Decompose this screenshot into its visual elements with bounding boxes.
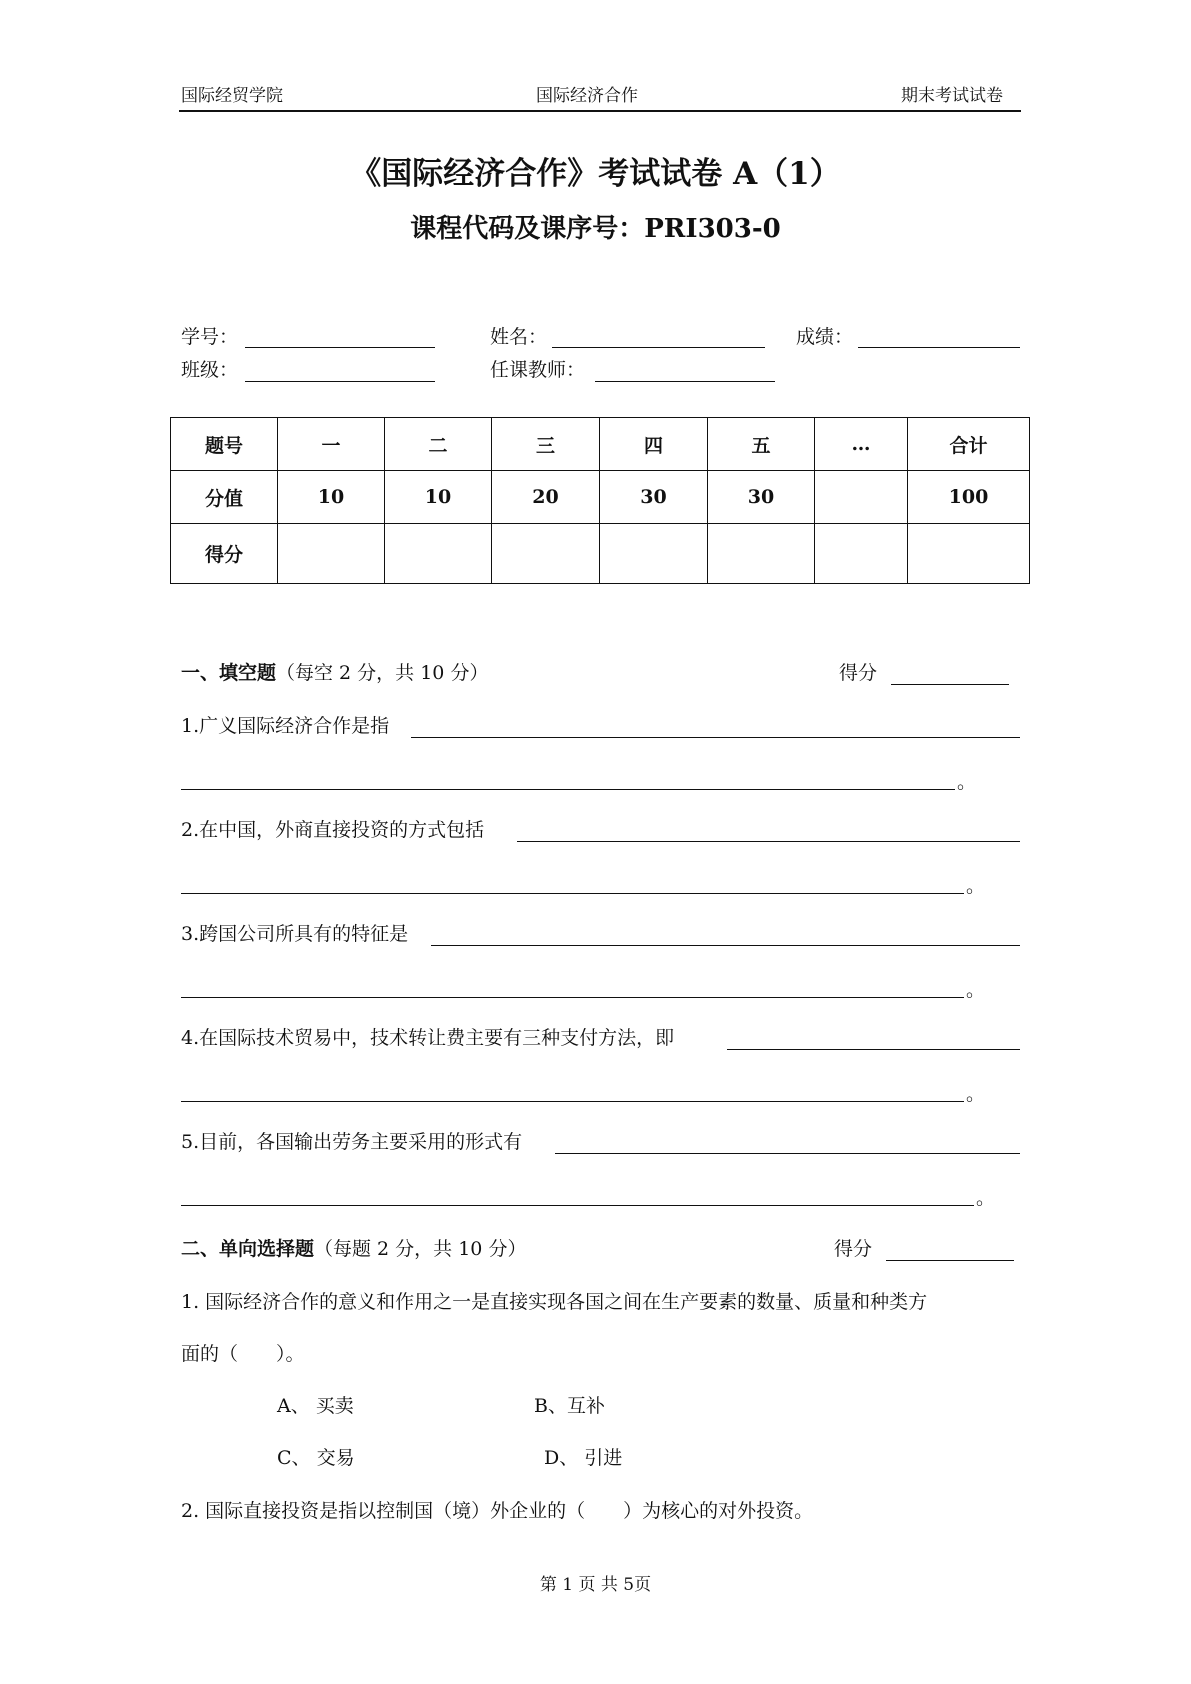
- table-cell[interactable]: [385, 524, 492, 584]
- table-cell[interactable]: [600, 524, 708, 584]
- score-table: [170, 417, 1030, 584]
- name-label: 姓名：: [490, 326, 548, 348]
- header-course: 国际经济合作: [536, 86, 638, 106]
- table-cell: 得分: [171, 524, 278, 584]
- student-id-label: 学号：: [181, 326, 239, 348]
- section2-score-label: 得分: [834, 1238, 873, 1260]
- table-cell: …: [815, 418, 908, 471]
- header-exam-type: 期末考试试卷: [901, 86, 1003, 106]
- period-mark: 。: [966, 979, 986, 1001]
- section2-score-field[interactable]: [886, 1260, 1014, 1261]
- section2-title: 二、单向选择题: [181, 1238, 315, 1260]
- choice-question-2: 2. 国际直接投资是指以控制国（境）外企业的（ ）为核心的对外投资。: [181, 1500, 814, 1522]
- period-mark: 。: [976, 1187, 996, 1209]
- table-cell[interactable]: [908, 524, 1030, 584]
- section2-note: （每题 2 分，共 10 分）: [314, 1238, 527, 1260]
- answer-line[interactable]: [431, 945, 1020, 946]
- name-field[interactable]: [552, 347, 765, 348]
- student-id-field[interactable]: [245, 347, 435, 348]
- answer-line[interactable]: [181, 789, 955, 790]
- fill-question-5: 5.目前，各国输出劳务主要采用的形式有: [181, 1131, 523, 1153]
- answer-line[interactable]: [181, 1101, 964, 1102]
- table-cell: [815, 471, 908, 524]
- fill-question-4: 4.在国际技术贸易中，技术转让费主要有三种支付方法，即: [181, 1027, 675, 1049]
- option-d[interactable]: D、 引进: [544, 1447, 623, 1469]
- table-cell: 合计: [908, 418, 1030, 471]
- table-row-points: [171, 471, 1030, 524]
- score-field[interactable]: [858, 347, 1020, 348]
- answer-line[interactable]: [727, 1049, 1020, 1050]
- choice-question-1-line1: 1. 国际经济合作的意义和作用之一是直接实现各国之间在生产要素的数量、质量和种类方: [181, 1291, 928, 1313]
- section1-score-field[interactable]: [891, 684, 1009, 685]
- period-mark: 。: [966, 875, 986, 897]
- answer-line[interactable]: [517, 841, 1020, 842]
- table-cell: 10: [385, 471, 492, 524]
- table-row-earned: [171, 524, 1030, 584]
- section1-heading: [181, 660, 488, 686]
- page-number: 第 1 页 共 5页: [539, 1575, 652, 1595]
- fill-question-1: 1.广义国际经济合作是指: [181, 715, 390, 737]
- class-label: 班级：: [181, 359, 239, 381]
- fill-question-3: 3.跨国公司所具有的特征是: [181, 923, 409, 945]
- table-cell[interactable]: [492, 524, 600, 584]
- answer-line[interactable]: [181, 997, 964, 998]
- period-mark: 。: [957, 771, 977, 793]
- course-code-title: 课程代码及课序号：PRI303-0: [410, 214, 781, 244]
- header-school: 国际经贸学院: [181, 86, 283, 106]
- teacher-label: 任课教师：: [490, 359, 586, 381]
- table-cell[interactable]: [278, 524, 385, 584]
- table-cell: 五: [708, 418, 815, 471]
- option-b[interactable]: B、互补: [534, 1395, 605, 1417]
- table-cell[interactable]: [708, 524, 815, 584]
- table-cell: 二: [385, 418, 492, 471]
- answer-line[interactable]: [181, 893, 964, 894]
- table-cell: 一: [278, 418, 385, 471]
- teacher-field[interactable]: [595, 381, 775, 382]
- table-cell[interactable]: [815, 524, 908, 584]
- score-label: 成绩：: [796, 326, 854, 348]
- option-a[interactable]: A、 买卖: [277, 1395, 354, 1417]
- section1-title: 一、填空题: [181, 662, 277, 684]
- table-cell: 三: [492, 418, 600, 471]
- table-cell: 题号: [171, 418, 278, 471]
- table-cell: 四: [600, 418, 708, 471]
- option-c[interactable]: C、 交易: [277, 1447, 355, 1469]
- table-cell: 30: [708, 471, 815, 524]
- class-field[interactable]: [245, 381, 435, 382]
- header-rule: [179, 110, 1021, 112]
- table-row-question-numbers: [171, 418, 1030, 471]
- table-cell: 20: [492, 471, 600, 524]
- table-cell: 100: [908, 471, 1030, 524]
- table-cell: 分值: [171, 471, 278, 524]
- table-cell: 10: [278, 471, 385, 524]
- choice-question-1-line2: 面的（ ）。: [181, 1343, 305, 1365]
- section2-heading: [181, 1236, 526, 1262]
- table-cell: 30: [600, 471, 708, 524]
- answer-line[interactable]: [555, 1153, 1020, 1154]
- section1-note: （每空 2 分，共 10 分）: [276, 662, 489, 684]
- answer-line[interactable]: [411, 737, 1020, 738]
- exam-title: 《国际经济合作》考试试卷 A（1）: [350, 156, 841, 192]
- period-mark: 。: [966, 1083, 986, 1105]
- fill-question-2: 2.在中国，外商直接投资的方式包括: [181, 819, 485, 841]
- answer-line[interactable]: [181, 1205, 974, 1206]
- section1-score-label: 得分: [839, 662, 878, 684]
